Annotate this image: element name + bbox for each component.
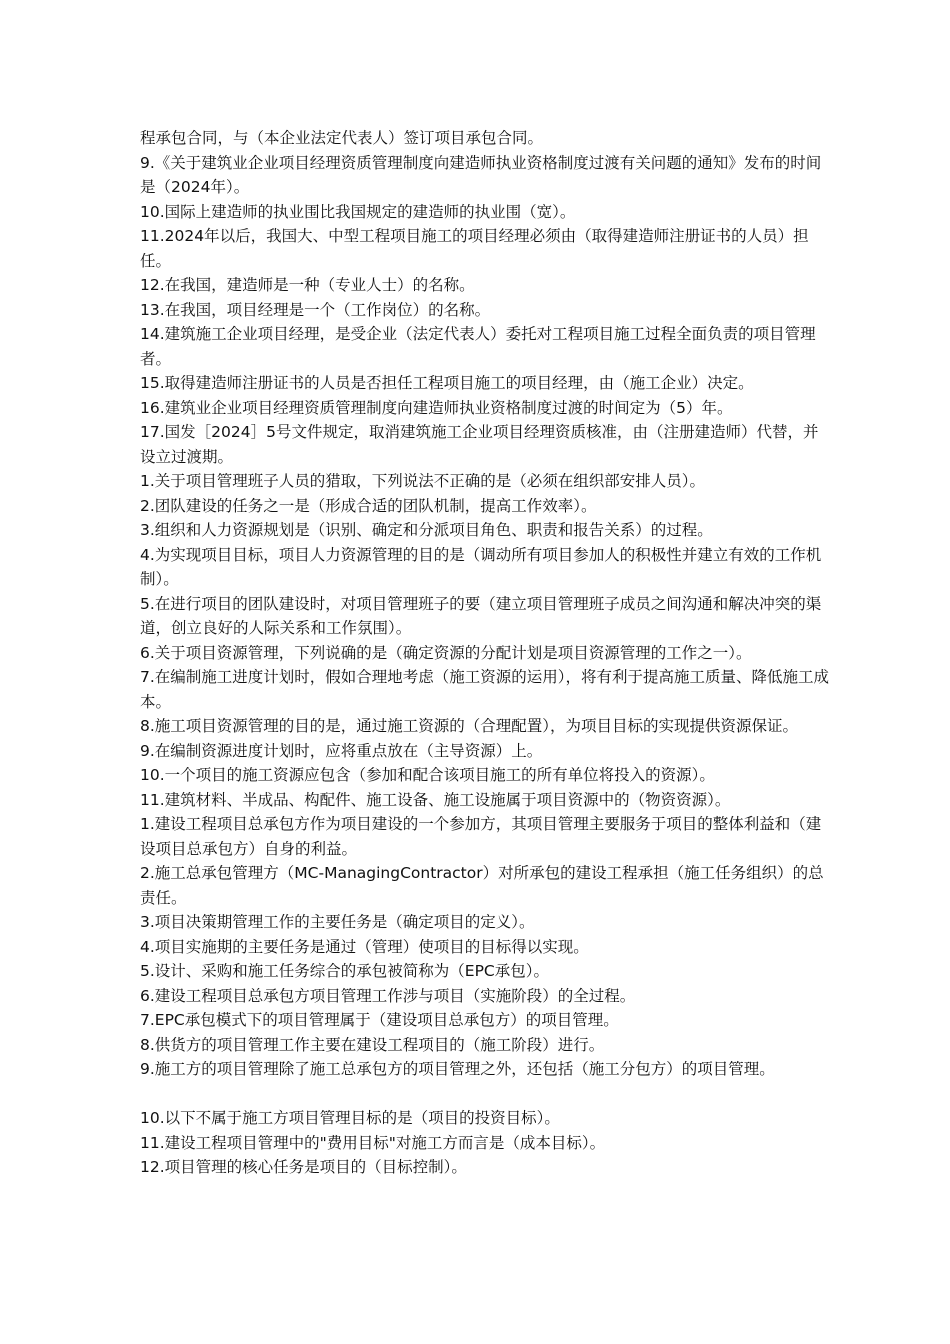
- paragraph: 8.施工项目资源管理的目的是，通过施工资源的（合理配置），为项目目标的实现提供资源保证。: [140, 717, 799, 735]
- paragraph: 17.国发［2024］5号文件规定，取消建筑施工企业项目经理资质核准，由（注册建造师）代替，并设立过渡期。: [140, 423, 819, 466]
- paragraph: 7.在编制施工进度计划时，假如合理地考虑（施工资源的运用），将有利于提高施工质量、降低施工成本。: [140, 668, 830, 711]
- paragraph: 2.团队建设的任务之一是（形成合适的团队机制，提高工作效率）。: [140, 496, 597, 515]
- paragraph: 12.项目管理的核心任务是项目的（目标控制）。: [140, 1158, 467, 1176]
- paragraph: 11.建设工程项目管理中的"费用目标"对施工方而言是（成本目标）。: [140, 1133, 606, 1152]
- paragraph: 1.关于项目管理班子人员的猎取，下列说法不正确的是（必须在组织部安排人员）。: [140, 472, 706, 490]
- paragraph: 11.2024年以后，我国大、中型工程项目施工的项目经理必须由（取得建造师注册证书的人员）担任。: [140, 227, 809, 270]
- paragraph: 12.在我国，建造师是一种（专业人士）的名称。: [140, 276, 475, 294]
- document-body: [140, 126, 830, 1180]
- paragraph: 9.在编制资源进度计划时，应将重点放在（主导资源）上。: [140, 741, 543, 760]
- paragraph: 3.组织和人力资源规划是（识别、确定和分派项目角色、职责和报告关系）的过程。: [140, 521, 713, 539]
- paragraph: 10.以下不属于施工方项目管理目标的是（项目的投资目标）。: [140, 1109, 560, 1127]
- paragraph: 1.建设工程项目总承包方作为项目建设的一个参加方，其项目管理主要服务于项目的整体利益和（建设项目总承包方）自身的利益。: [140, 815, 822, 858]
- paragraph: 16.建筑业企业项目经理资质管理制度向建造师执业资格制度过渡的时间定为（5）年。: [140, 398, 733, 417]
- blank-line: [140, 1082, 830, 1107]
- paragraph: 6.关于项目资源管理，下列说确的是（确定资源的分配计划是项目资源管理的工作之一）。: [140, 643, 752, 662]
- paragraph: 4.项目实施期的主要任务是通过（管理）使项目的目标得以实现。: [140, 937, 589, 956]
- paragraph: 14.建筑施工企业项目经理，是受企业（法定代表人）委托对工程项目施工过程全面负责的项目管理者。: [140, 325, 816, 368]
- paragraph: 10.一个项目的施工资源应包含（参加和配合该项目施工的所有单位将投入的资源）。: [140, 766, 715, 784]
- paragraph: 13.在我国，项目经理是一个（工作岗位）的名称。: [140, 300, 491, 319]
- paragraph: 9.《关于建筑业企业项目经理资质管理制度向建造师执业资格制度过渡有关问题的通知》发布的时间是（2024年）。: [140, 153, 822, 196]
- paragraph: 9.施工方的项目管理除了施工总承包方的项目管理之外，还包括（施工分包方）的项目管理。: [140, 1060, 775, 1078]
- paragraph: 程承包合同，与（本企业法定代表人）签订项目承包合同。: [140, 129, 544, 147]
- paragraph: 4.为实现项目目标，项目人力资源管理的目的是（调动所有项目参加人的积极性并建立有效的工作机制）。: [140, 545, 822, 588]
- paragraph: 5.设计、采购和施工任务综合的承包被简称为（EPC承包）。: [140, 962, 550, 980]
- paragraph: 3.项目决策期管理工作的主要任务是（确定项目的定义）。: [140, 913, 535, 931]
- paragraph: 10.国际上建造师的执业围比我国规定的建造师的执业围（宽）。: [140, 202, 576, 221]
- paragraph: 7.EPC承包模式下的项目管理属于（建设项目总承包方）的项目管理。: [140, 1011, 619, 1029]
- paragraph: 2.施工总承包管理方（MC-ManagingContractor）对所承包的建设工程承担（施工任务组织）的总责任。: [140, 864, 824, 907]
- paragraph: 8.供货方的项目管理工作主要在建设工程项目的（施工阶段）进行。: [140, 1035, 605, 1054]
- paragraph: 6.建设工程项目总承包方项目管理工作涉与项目（实施阶段）的全过程。: [140, 986, 636, 1005]
- paragraph: 11.建筑材料、半成品、构配件、施工设备、施工设施属于项目资源中的（物资资源）。: [140, 790, 731, 809]
- paragraph: 5.在进行项目的团队建设时，对项目管理班子的要（建立项目管理班子成员之间沟通和解决冲突的渠道，创立良好的人际关系和工作氛围）。: [140, 594, 822, 637]
- paragraph: 15.取得建造师注册证书的人员是否担任工程项目施工的项目经理，由（施工企业）决定。: [140, 374, 754, 392]
